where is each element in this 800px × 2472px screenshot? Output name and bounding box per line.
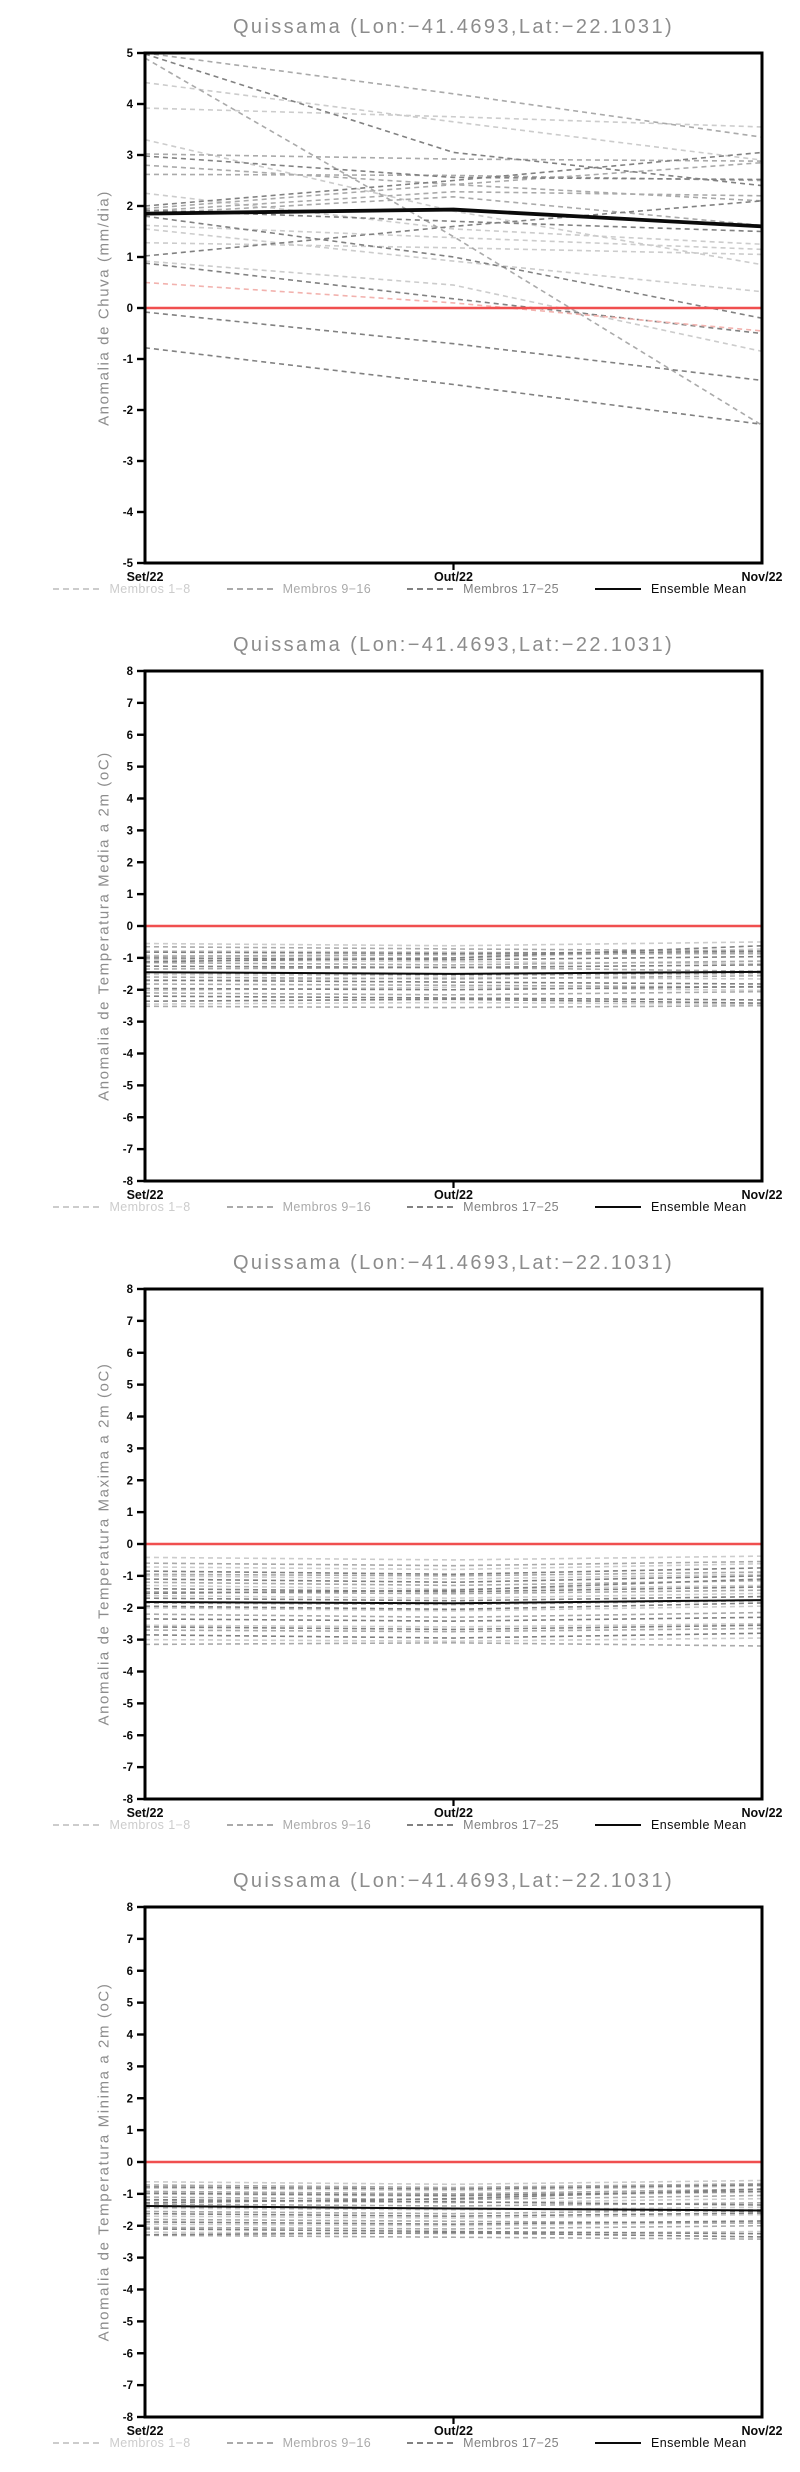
legend <box>0 1818 800 1832</box>
dashed-line-swatch <box>227 1206 273 1208</box>
y-tick-label: -1 <box>122 2188 133 2201</box>
plot-area <box>0 0 800 618</box>
y-tick-label: -6 <box>122 2348 133 2361</box>
legend-label: Membros 9−16 <box>282 582 372 596</box>
dashed-line-swatch <box>53 1824 99 1826</box>
plot-area <box>0 618 800 1236</box>
y-tick-label: 1 <box>126 2125 133 2138</box>
legend-label: Ensemble Mean <box>651 2436 747 2450</box>
y-tick-label: 4 <box>126 1411 133 1424</box>
member-line-membro-1 <box>145 1556 762 1560</box>
y-tick-label: 2 <box>126 2093 133 2106</box>
chart-title: Quissama (Lon:−41.4693,Lat:−22.1031) <box>232 16 675 38</box>
y-axis-label: Anomalia de Temperatura Maxima a 2m (oC) <box>95 1362 113 1726</box>
dashed-line-swatch <box>53 588 99 590</box>
dashed-line-swatch <box>407 1206 453 1208</box>
y-tick-label: -8 <box>122 2412 133 2424</box>
member-line-membro-12 <box>145 165 762 201</box>
y-tick-label: -4 <box>122 2284 133 2297</box>
y-axis-label: Anomalia de Temperatura Minima a 2m (oC) <box>95 1982 113 2342</box>
y-tick-label: 6 <box>126 1347 133 1360</box>
legend-label: Ensemble Mean <box>651 582 747 596</box>
legend-label: Membros 9−16 <box>282 1200 372 1214</box>
y-tick-label: 2 <box>126 201 133 213</box>
y-tick-label: -1 <box>122 354 133 366</box>
chart-panel-max-temp-anomaly <box>0 1236 800 1854</box>
solid-line-swatch <box>595 588 641 590</box>
y-tick-label: -5 <box>122 2316 133 2329</box>
member-line-membro-14 <box>145 163 762 209</box>
x-tick-label: Nov/22 <box>741 1806 783 1820</box>
y-tick-label: 5 <box>126 761 133 774</box>
y-tick-label: -2 <box>122 405 133 417</box>
y-tick-label: 1 <box>126 889 133 902</box>
dashed-line-swatch <box>407 588 453 590</box>
legend-item-dark <box>407 582 559 596</box>
y-tick-label: 0 <box>126 303 133 315</box>
y-tick-label: 3 <box>126 150 133 162</box>
y-tick-label: 0 <box>126 921 133 933</box>
legend-item-medium <box>227 582 372 596</box>
member-line-membro-2 <box>145 108 762 127</box>
legend-item-dark <box>407 1200 559 1214</box>
y-tick-label: -8 <box>122 1176 133 1188</box>
x-tick-label: Nov/22 <box>741 2424 783 2438</box>
member-line-membro-17 <box>145 54 762 186</box>
legend-item-light <box>53 2436 190 2450</box>
y-tick-label: 2 <box>126 1475 133 1488</box>
x-tick-label: Set/22 <box>126 2424 164 2438</box>
x-tick-label: Nov/22 <box>741 1188 783 1202</box>
legend-item-mean <box>595 1818 747 1832</box>
legend-item-dark <box>407 1818 559 1832</box>
legend-label: Membros 1−8 <box>109 2436 191 2450</box>
y-tick-label: 0 <box>126 1539 133 1551</box>
y-tick-label: -4 <box>122 1048 133 1061</box>
x-tick-label: Nov/22 <box>741 570 783 584</box>
member-line-membro-15 <box>145 992 762 995</box>
y-tick-label: 6 <box>126 729 133 742</box>
legend-label: Membros 9−16 <box>282 1818 372 1832</box>
y-tick-label: 8 <box>126 666 133 678</box>
dashed-line-swatch <box>53 2442 99 2444</box>
x-tick-label: Out/22 <box>434 570 473 584</box>
legend-item-mean <box>595 1200 747 1214</box>
solid-line-swatch <box>595 1824 641 1826</box>
dashed-line-swatch <box>407 1824 453 1826</box>
y-tick-label: 3 <box>126 1443 133 1456</box>
y-tick-label: -3 <box>122 456 133 468</box>
chart-title: Quissama (Lon:−41.4693,Lat:−22.1031) <box>232 1252 675 1274</box>
legend-item-mean <box>595 2436 747 2450</box>
y-tick-label: -8 <box>122 1794 133 1806</box>
x-tick-label: Out/22 <box>434 2424 473 2438</box>
x-tick-label: Out/22 <box>434 1806 473 1820</box>
x-tick-label: Set/22 <box>126 1806 164 1820</box>
member-line-membro-14 <box>145 1613 762 1618</box>
y-tick-label: 5 <box>126 1997 133 2010</box>
member-line-membro-21 <box>145 980 762 984</box>
y-tick-label: -2 <box>122 984 133 997</box>
member-lines <box>145 53 762 425</box>
dashed-line-swatch <box>227 2442 273 2444</box>
legend-item-medium <box>227 2436 372 2450</box>
y-tick-label: 4 <box>126 99 133 111</box>
legend-item-medium <box>227 1200 372 1214</box>
y-tick-label: -4 <box>122 1666 133 1679</box>
y-tick-label: -1 <box>122 952 133 965</box>
y-tick-label: -3 <box>122 1634 133 1647</box>
chart-title: Quissama (Lon:−41.4693,Lat:−22.1031) <box>232 1870 675 1892</box>
y-tick-label: 4 <box>126 2029 133 2042</box>
y-tick-label: -7 <box>122 2380 133 2393</box>
y-tick-label: 1 <box>126 1507 133 1520</box>
y-tick-label: -6 <box>122 1730 133 1743</box>
y-tick-label: -7 <box>122 1144 133 1157</box>
y-tick-label: -4 <box>122 507 133 519</box>
legend-label: Membros 1−8 <box>109 1818 191 1832</box>
y-axis-label: Anomalia de Temperatura Media a 2m (oC) <box>95 751 113 1101</box>
x-tick-label: Set/22 <box>126 1188 164 1202</box>
y-tick-label: 7 <box>126 697 133 710</box>
y-tick-label: -3 <box>122 1016 133 1029</box>
legend-item-dark <box>407 2436 559 2450</box>
legend-label: Membros 17−25 <box>463 582 560 596</box>
legend-label: Membros 9−16 <box>282 2436 372 2450</box>
member-line-membro-25 <box>145 348 762 425</box>
plot-area <box>0 1854 800 2472</box>
y-tick-label: 3 <box>126 825 133 838</box>
solid-line-swatch <box>595 1206 641 1208</box>
chart-panel-min-temp-anomaly <box>0 1854 800 2472</box>
y-tick-label: -5 <box>122 1080 133 1093</box>
y-tick-label: -7 <box>122 1762 133 1775</box>
legend-item-medium <box>227 1818 372 1832</box>
dashed-line-swatch <box>227 1824 273 1826</box>
x-tick-label: Set/22 <box>126 570 164 584</box>
legend-label: Membros 1−8 <box>109 582 191 596</box>
chart-title: Quissama (Lon:−41.4693,Lat:−22.1031) <box>232 634 675 656</box>
y-tick-label: 7 <box>126 1933 133 1946</box>
legend-label: Membros 1−8 <box>109 1200 191 1214</box>
x-tick-label: Out/22 <box>434 1188 473 1202</box>
legend-item-mean <box>595 582 747 596</box>
ensemble-mean-line <box>145 210 762 227</box>
y-axis-label: Anomalia de Chuva (mm/dia) <box>95 190 113 426</box>
y-tick-label: 0 <box>126 2157 133 2169</box>
plot-area <box>0 1236 800 1854</box>
y-tick-label: 3 <box>126 2061 133 2074</box>
y-tick-label: -5 <box>122 558 133 570</box>
dashed-line-swatch <box>53 1206 99 1208</box>
y-tick-label: 2 <box>126 857 133 870</box>
legend-label: Membros 17−25 <box>463 1200 560 1214</box>
dashed-line-swatch <box>227 588 273 590</box>
legend <box>0 1200 800 1214</box>
chart-panel-rain-anomaly <box>0 0 800 618</box>
y-tick-label: 8 <box>126 1902 133 1914</box>
y-tick-label: -2 <box>122 1602 133 1615</box>
chart-panel-mean-temp-anomaly <box>0 618 800 1236</box>
member-line-membro-16 <box>145 1006 762 1008</box>
y-tick-label: 5 <box>126 1379 133 1392</box>
y-tick-label: 7 <box>126 1315 133 1328</box>
member-line-membro-1 <box>145 83 762 161</box>
y-tick-label: 5 <box>126 48 133 60</box>
member-line-membro-1 <box>145 942 762 946</box>
y-tick-label: -1 <box>122 1570 133 1583</box>
y-tick-label: 8 <box>126 1284 133 1296</box>
member-line-membro-11 <box>145 154 762 161</box>
y-tick-label: -6 <box>122 1112 133 1125</box>
legend-item-light <box>53 582 190 596</box>
legend-label: Ensemble Mean <box>651 1818 747 1832</box>
y-tick-label: -5 <box>122 1698 133 1711</box>
member-line-membro-10 <box>145 58 762 425</box>
y-tick-label: 4 <box>126 793 133 806</box>
legend-label: Membros 17−25 <box>463 2436 560 2450</box>
legend-label: Membros 17−25 <box>463 1818 560 1832</box>
legend-label: Ensemble Mean <box>651 1200 747 1214</box>
member-line-membro-16 <box>145 1643 762 1646</box>
member-line-membro-1 <box>145 2180 762 2184</box>
dashed-line-swatch <box>407 2442 453 2444</box>
y-tick-label: -2 <box>122 2220 133 2233</box>
y-tick-label: 6 <box>126 1965 133 1978</box>
member-line-membro-24 <box>145 1633 762 1638</box>
legend <box>0 582 800 596</box>
y-tick-label: -3 <box>122 2252 133 2265</box>
legend <box>0 2436 800 2450</box>
solid-line-swatch <box>595 2442 641 2444</box>
legend-item-light <box>53 1818 190 1832</box>
y-tick-label: 1 <box>126 252 133 264</box>
legend-item-light <box>53 1200 190 1214</box>
